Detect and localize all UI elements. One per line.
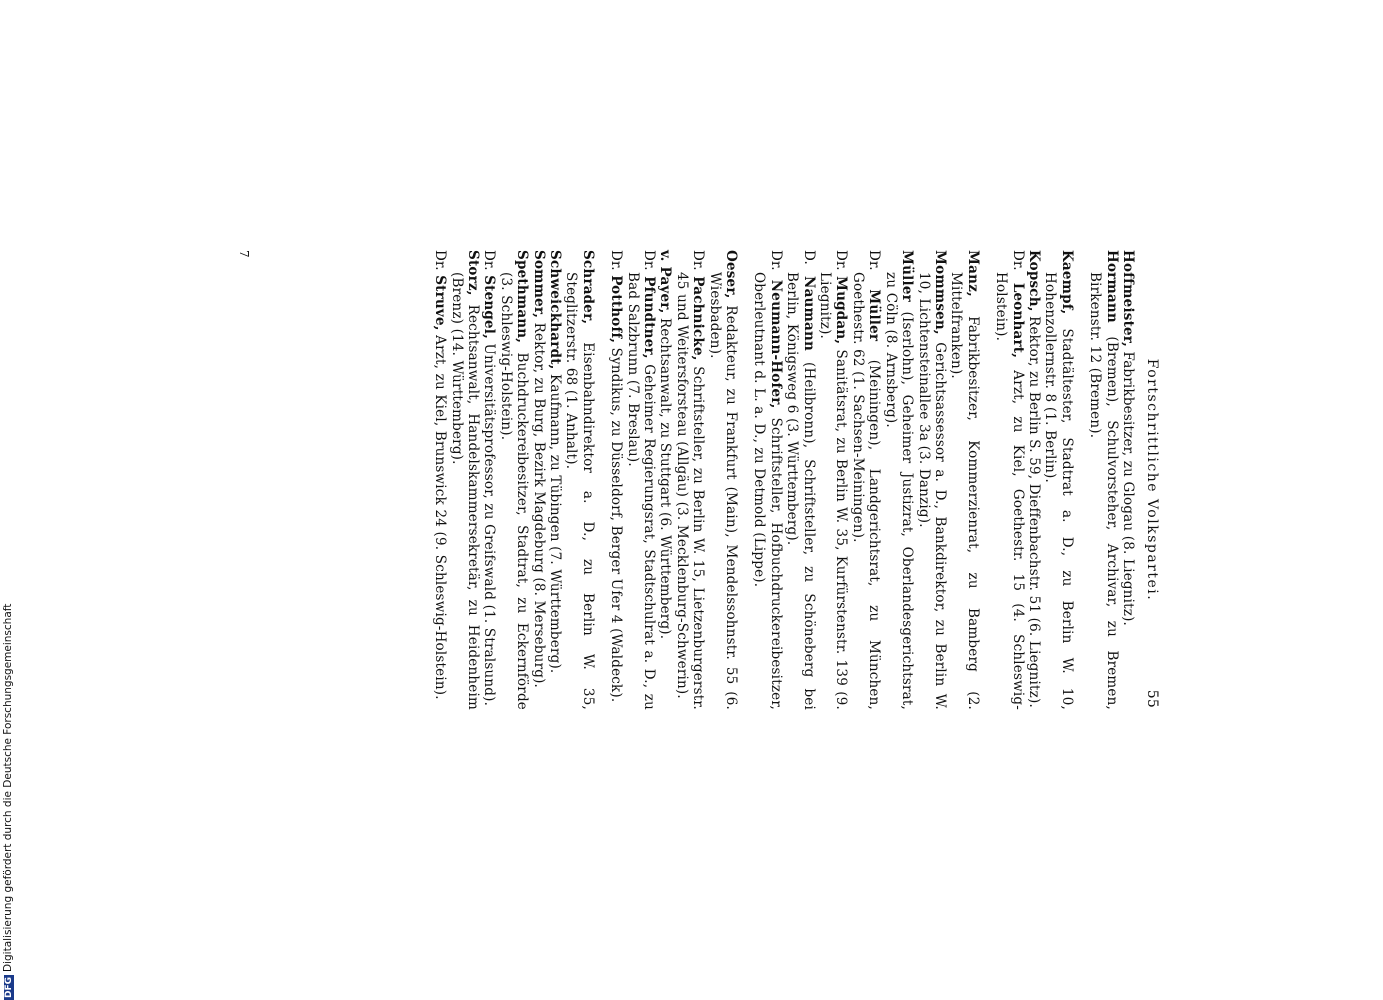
member-details: Arzt, zu Kiel, Goethestr. 15 (4. Schleswig-Holstein). — [993, 272, 1026, 710]
member-name: Hormann — [1103, 250, 1120, 323]
member-title-prefix: Dr. — [481, 250, 498, 276]
member-name: Manz, — [964, 250, 981, 297]
member-title-prefix: Dr. — [866, 250, 883, 290]
member-details: Universitätsprofessor, zu Greifswald (1. Stralsund). — [481, 339, 498, 707]
member-name: Sommer, — [530, 250, 547, 319]
member-title-prefix: Dr. — [608, 250, 625, 276]
member-details: Arzt, zu Kiel, Brunswick 24 (9. Schleswig-Holstein). — [432, 330, 449, 700]
member-title-prefix: Dr. — [432, 250, 449, 276]
member-name: Pachnicke, — [690, 276, 707, 361]
member-title-prefix: Dr. — [641, 250, 658, 277]
member-entry — [673, 250, 706, 710]
member-entry — [1120, 250, 1136, 710]
group-spacer — [1075, 250, 1087, 710]
member-name: Mommsen, — [931, 250, 948, 335]
member-entry — [915, 250, 948, 710]
member-entry — [993, 250, 1026, 710]
member-details: Kaufmann, zu Tübingen (7. Württemberg). — [547, 369, 563, 674]
member-title-prefix: Dr. — [767, 250, 784, 280]
member-details: Eisenbahndirektor a. D., zu Berlin W. 35, Steglitzerstr. 68 (1. Anhalt). — [563, 272, 596, 710]
member-name: Pfundtner, — [641, 276, 658, 359]
member-entry — [751, 250, 784, 710]
dfg-logo: DFG — [4, 976, 14, 998]
member-details: Schriftsteller, zu Berlin W. 15, Lietzenburgerstr. 45 und Weitersforsteau (Allgäu) (3. Mecklenburg-Schwerin). — [673, 272, 707, 710]
member-name: Schrader, — [579, 250, 596, 325]
member-name: Struve, — [432, 275, 449, 331]
member-entry — [547, 250, 563, 710]
member-name: Stengel, — [481, 275, 498, 340]
member-entry — [497, 250, 530, 710]
member-details: Rektor, zu Burg, Bezirk Magdeburg (8. Merseburg). — [530, 318, 547, 689]
group-spacer — [596, 250, 608, 710]
member-entry — [1087, 250, 1120, 710]
member-title-prefix: Dr. — [1009, 250, 1026, 283]
member-title-prefix: Dr. — [690, 250, 707, 277]
group-spacer — [981, 250, 993, 710]
member-list — [432, 250, 1136, 710]
member-name: Schweickhardt, — [547, 250, 563, 370]
member-entry — [563, 250, 596, 710]
signature-mark: 7 — [237, 250, 252, 258]
member-name: Müller — [866, 289, 883, 342]
member-entry — [817, 250, 850, 710]
member-details: Rechtsanwalt, zu Stuttgart (6. Württemberg). — [657, 313, 674, 640]
member-name: v. Payer, — [657, 250, 674, 314]
member-details: Rektor, zu Berlin S. 59, Dieffenbachstr. 51 (6. Liegnitz). — [1025, 311, 1042, 708]
member-name: Hoffmeister, — [1120, 250, 1136, 348]
member-title-prefix: Dr. — [833, 250, 850, 276]
member-details: Schriftsteller, Hofbuchdruckereibesitzer, Oberleutnant d. L. a. D., zu Detmold (Lippe). — [751, 272, 784, 710]
member-name: Neumann-Hofer, — [767, 279, 784, 409]
member-details: Syndikus, zu Düsseldorf, Berger Ufer 4 (Waldeck). — [608, 343, 625, 703]
member-entry — [432, 250, 448, 710]
member-name: Mugdan, — [833, 275, 850, 345]
member-details: (Heilbronn), Schriftsteller, zu Schöneberg bei Berlin, Königsweg 6 (3. Württemberg). — [784, 272, 817, 710]
member-entry — [608, 250, 624, 710]
member-name: Spethmann, — [514, 250, 531, 344]
member-entry — [784, 250, 817, 710]
member-entry — [1042, 250, 1075, 710]
member-name: Kaempf, — [1058, 250, 1075, 315]
page-header — [1136, 250, 1160, 710]
member-details: Stadtältester, Stadtrat a. D., zu Berlin W. 10, Hohenzollernstr. 8 (1. Berlin). — [1042, 272, 1075, 710]
member-name: Kopsch, — [1025, 250, 1042, 312]
member-details: Rechtsanwalt, Handelskammersekretär, zu Heidenheim (Brenz) (14. Württemberg). — [448, 272, 481, 710]
member-name: Oeser, — [723, 250, 740, 299]
member-details: Geheimer Regierungsrat, Stadtschulrat a. D., zu Bad Salzbrunn (7. Breslau). — [624, 272, 658, 710]
member-details: Sanitätsrat, zu Berlin W. 35, Kurfürstenstr. 139 (9. Liegnitz). — [817, 272, 850, 710]
member-name: Müller — [899, 250, 916, 302]
member-details: Fabrikbesitzer, Kommerzienrat, zu Bamberg (2. Mittelfranken). — [948, 272, 981, 710]
member-details: (Meiningen), Landgerichtsrat, zu München, Goethestr. 62 (1. Sachsen-Meiningen). — [849, 272, 883, 710]
member-entry — [1026, 250, 1042, 710]
member-entry — [948, 250, 981, 710]
member-entry — [706, 250, 739, 710]
member-entry — [882, 250, 915, 710]
scanned-page — [237, 250, 1160, 710]
member-name: Leonhart, — [1009, 282, 1026, 359]
member-entry — [481, 250, 497, 710]
member-name: Naumann — [800, 276, 817, 352]
member-details: (Bremen), Schulvorsteher, Archivar, zu Bremen, Birkenstr. 12 (Bremen). — [1087, 272, 1120, 710]
member-entry — [448, 250, 481, 710]
digitization-credit — [2, 603, 16, 1000]
group-spacer — [739, 250, 751, 710]
credit-text: Digitalisierung gefördert durch die Deutsche Forschungsgemeinschaft — [2, 603, 14, 972]
member-details: Fabrikbesitzer, zu Glogau (8. Liegnitz). — [1120, 347, 1136, 627]
member-details: Redakteur, zu Frankfurt (Main), Mendelssohnstr. 55 (6. Wiesbaden). — [706, 272, 740, 710]
member-name: Potthoff, — [608, 275, 625, 344]
member-details: (Iserlohn), Geheimer Justizrat, Oberlandesgerichtsrat, zu Cöln (8. Arnsberg). — [882, 272, 916, 710]
member-title-prefix: D. — [800, 250, 817, 277]
member-details: Buchdruckereibesitzer, Stadtrat, zu Eckernförde (3. Schleswig-Holstein). — [497, 272, 531, 710]
member-entry — [850, 250, 883, 710]
member-entry — [530, 250, 546, 710]
page-title: Fortschrittliche Volkspartei. — [1144, 358, 1160, 602]
member-name: Storz, — [464, 250, 481, 296]
page-number: 55 — [1144, 689, 1160, 708]
member-details: Gerichtsassessor a. D., Bankdirektor, zu Berlin W. 10, Lichtensteinallee 3a (3. Danzig). — [915, 272, 948, 710]
member-entry — [624, 250, 657, 710]
member-entry — [657, 250, 673, 710]
